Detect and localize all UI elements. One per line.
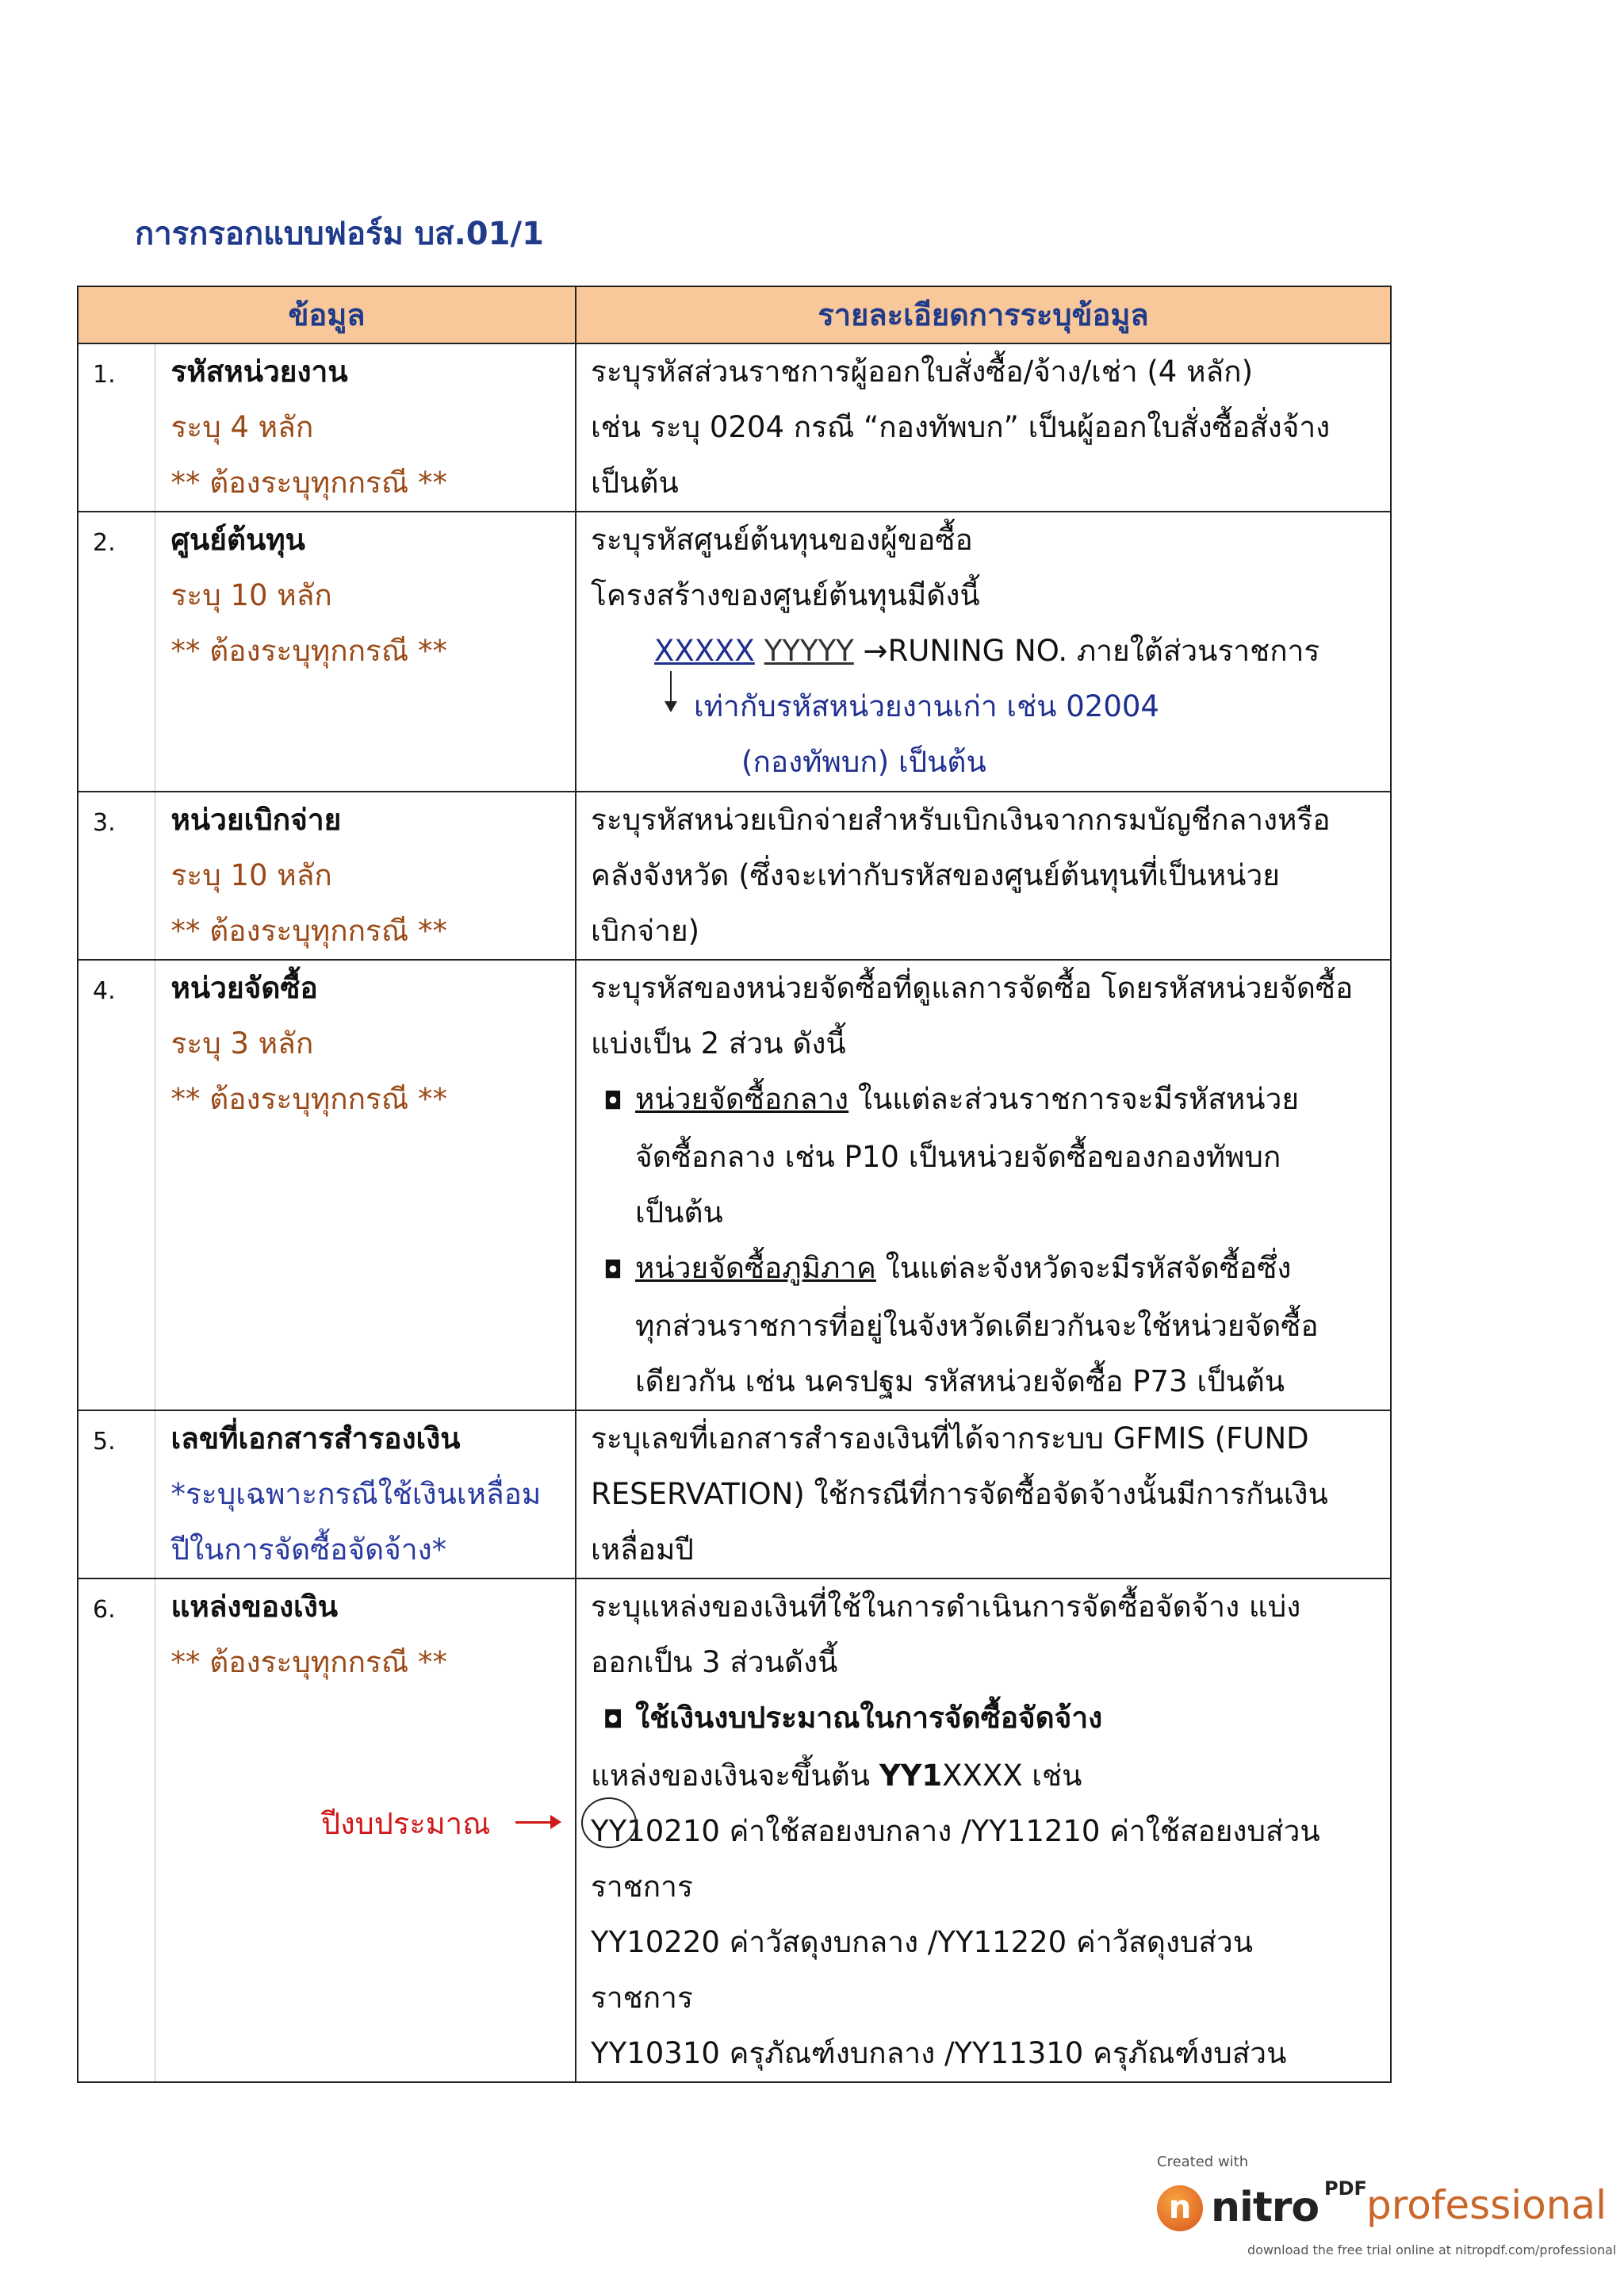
topic-name: หน่วยเบิกจ่าย — [170, 803, 342, 837]
topic-name: หน่วยจัดซื้อ — [170, 971, 318, 1005]
right-arrow-icon: → — [863, 634, 888, 668]
detail-line: เป็นต้น — [591, 466, 679, 500]
row-number: 1. — [78, 343, 155, 512]
bullet-icon: ◘ — [603, 1706, 623, 1734]
topic-name: ศูนย์ต้นทุน — [170, 523, 305, 557]
structure-sub-line: เท่ากับรหัสหน่วยงานเก่า เช่น 02004 — [694, 689, 1159, 723]
nitro-logo — [1154, 2154, 1622, 2280]
row-number: 4. — [78, 960, 155, 1410]
detail-line: เบิกจ่าย) — [591, 914, 700, 948]
circle-highlight — [581, 1797, 637, 1848]
bullet-item: ◘ หน่วยจัดซื้อภูมิภาค ในแต่ละจังหวัดจะมีรหัสจัดซื้อซึ่ง — [591, 1241, 1379, 1298]
logo-nitro-text: nitro — [1211, 2184, 1320, 2231]
detail-cell — [576, 792, 1391, 960]
bullet-item — [591, 1690, 1379, 1748]
source-code-line: YY10210 ค่าใช้สอยงบกลาง /YY11210 ค่าใช้สอยงบส่วน — [591, 1814, 1320, 1848]
topic-cell — [155, 960, 576, 1410]
bullet-head: หน่วยจัดซื้อภูมิภาค — [635, 1251, 876, 1285]
topic-cell — [155, 343, 576, 512]
logo-created-text: Created with — [1157, 2154, 1249, 2170]
table-row — [78, 792, 1391, 960]
structure-sub-line: (กองทัพบก) เป็นต้น — [741, 745, 986, 779]
budget-year-label: ปีงบประมาณ — [321, 1806, 491, 1841]
bullet-continuation: ทุกส่วนราชการที่อยู่ในจังหวัดเดียวกันจะใช้หน่วยจัดซื้อ — [635, 1309, 1319, 1343]
detail-line: โครงสร้างของศูนย์ต้นทุนมีดังนี้ — [591, 578, 980, 612]
detail-line: แบ่งเป็น 2 ส่วน ดังนี้ — [591, 1026, 846, 1061]
topic-digits: ระบุ 4 หลัก — [170, 410, 314, 444]
topic-required: ** ต้องระบุทุกกรณี ** — [170, 1082, 447, 1116]
detail-cell — [576, 1578, 1391, 2082]
table-header-row — [78, 286, 1391, 343]
detail-line: คลังจังหวัด (ซึ่งจะเท่ากับรหัสของศูนย์ต้นทุนที่เป็นหน่วย — [591, 858, 1280, 892]
row-number: 5. — [78, 1410, 155, 1578]
bullet-continuation: เป็นต้น — [635, 1195, 723, 1229]
detail-line: ออกเป็น 3 ส่วนดังนี้ — [591, 1645, 838, 1679]
detail-cell — [576, 1410, 1391, 1578]
topic-cell — [155, 792, 576, 960]
row-number: 2. — [78, 512, 155, 792]
detail-cell — [576, 960, 1391, 1410]
table-row — [78, 1578, 1391, 2082]
bullet-icon: ◘ — [603, 1087, 622, 1115]
row-number: 6. — [78, 1578, 155, 2082]
table-row — [78, 512, 1391, 792]
bullet-continuation: เดียวกัน เช่น นครปฐม รหัสหน่วยจัดซื้อ P73 เป็นต้น — [635, 1364, 1285, 1398]
bullet-head: หน่วยจัดซื้อกลาง — [635, 1082, 849, 1116]
source-code-line: ราชการ — [591, 1981, 693, 2015]
topic-required: ** ต้องระบุทุกกรณี ** — [170, 466, 447, 500]
topic-name: เลขที่เอกสารสำรองเงิน — [170, 1421, 461, 1456]
row-number: 3. — [78, 792, 155, 960]
detail-line: เช่น ระบุ 0204 กรณี “กองทัพบก” เป็นผู้ออกใบสั่งซื้อสั่งจ้าง — [591, 410, 1331, 444]
structure-code-y: YYYYY — [764, 634, 854, 668]
source-intro: แหล่งของเงินจะขึ้นต้น YY1XXXX เช่น — [591, 1759, 1082, 1793]
detail-line: ระบุรหัสหน่วยเบิกจ่ายสำหรับเบิกเงินจากกรมบัญชีกลางหรือ — [591, 803, 1331, 837]
form-table — [77, 286, 1392, 2083]
table-row — [78, 343, 1391, 512]
detail-cell — [576, 343, 1391, 512]
page-title: การกรอกแบบฟอร์ม บส.01/1 — [135, 216, 544, 252]
topic-digits: ระบุ 3 หลัก — [170, 1026, 314, 1061]
bullet-icon: ◘ — [603, 1256, 622, 1284]
topic-cell — [155, 512, 576, 792]
bullet-item: ◘ หน่วยจัดซื้อกลาง ในแต่ละส่วนราชการจะมีรหัสหน่วย — [591, 1072, 1379, 1130]
structure-desc: RUNING NO. ภายใต้ส่วนราชการ — [887, 634, 1320, 668]
header-data: ข้อมูล — [78, 286, 576, 343]
topic-cell — [155, 1410, 576, 1578]
topic-required: ** ต้องระบุทุกกรณี ** — [170, 914, 447, 948]
detail-line: ระบุรหัสศูนย์ต้นทุนของผู้ขอซื้อ — [591, 523, 973, 557]
topic-digits: ระบุ 10 หลัก — [170, 578, 332, 612]
table-row — [78, 960, 1391, 1410]
topic-name: รหัสหน่วยงาน — [170, 355, 348, 389]
logo-professional-text: professional — [1366, 2182, 1607, 2228]
topic-note: ปีในการจัดซื้อจัดจ้าง* — [170, 1532, 447, 1567]
bullet-continuation: จัดซื้อกลาง เช่น P10 เป็นหน่วยจัดซื้อของกองทัพบก — [635, 1140, 1281, 1174]
source-code-line: YY10310 ครุภัณฑ์งบกลาง /YY11310 ครุภัณฑ์งบส่วน — [591, 2036, 1287, 2070]
detail-cell — [576, 512, 1391, 792]
detail-line: ระบุรหัสของหน่วยจัดซื้อที่ดูแลการจัดซื้อ โดยรหัสหน่วยจัดซื้อ — [591, 971, 1354, 1005]
source-code-line: ราชการ — [591, 1870, 693, 1904]
header-detail: รายละเอียดการระบุข้อมูล — [576, 286, 1391, 343]
logo-download-text: download the free trial online at nitropdf.com/professional — [1247, 2242, 1617, 2257]
down-arrow-icon — [670, 671, 672, 703]
red-arrow-icon — [515, 1821, 552, 1824]
detail-line: ระบุแหล่งของเงินที่ใช้ในการดำเนินการจัดซื้อจัดจ้าง แบ่ง — [591, 1590, 1301, 1624]
detail-line: ระบุรหัสส่วนราชการผู้ออกใบสั่งซื้อ/จ้าง/เช่า (4 หลัก) — [591, 355, 1254, 389]
nitro-n-icon: n — [1157, 2185, 1203, 2231]
structure-code-x: XXXXX — [654, 634, 755, 668]
cost-center-structure — [591, 623, 1379, 790]
detail-line: เหลื่อมปี — [591, 1532, 694, 1567]
source-code-line: YY10220 ค่าวัสดุงบกลาง /YY11220 ค่าวัสดุงบส่วน — [591, 1925, 1254, 1959]
detail-line: RESERVATION) ใช้กรณีที่การจัดซื้อจัดจ้างนั้นมีการกันเงิน — [591, 1477, 1328, 1511]
topic-required: ** ต้องระบุทุกกรณี ** — [170, 1645, 447, 1679]
table-row — [78, 1410, 1391, 1578]
logo-pdf-text: PDF — [1324, 2177, 1367, 2200]
topic-name: แหล่งของเงิน — [170, 1590, 339, 1624]
topic-required: ** ต้องระบุทุกกรณี ** — [170, 634, 447, 668]
detail-line: ระบุเลขที่เอกสารสำรองเงินที่ได้จากระบบ GFMIS (FUND — [591, 1421, 1309, 1456]
topic-digits: ระบุ 10 หลัก — [170, 858, 332, 892]
bullet-head: ใช้เงินงบประมาณในการจัดซื้อจัดจ้าง — [635, 1701, 1103, 1735]
topic-note: *ระบุเฉพาะกรณีใช้เงินเหลื่อม — [170, 1477, 542, 1511]
